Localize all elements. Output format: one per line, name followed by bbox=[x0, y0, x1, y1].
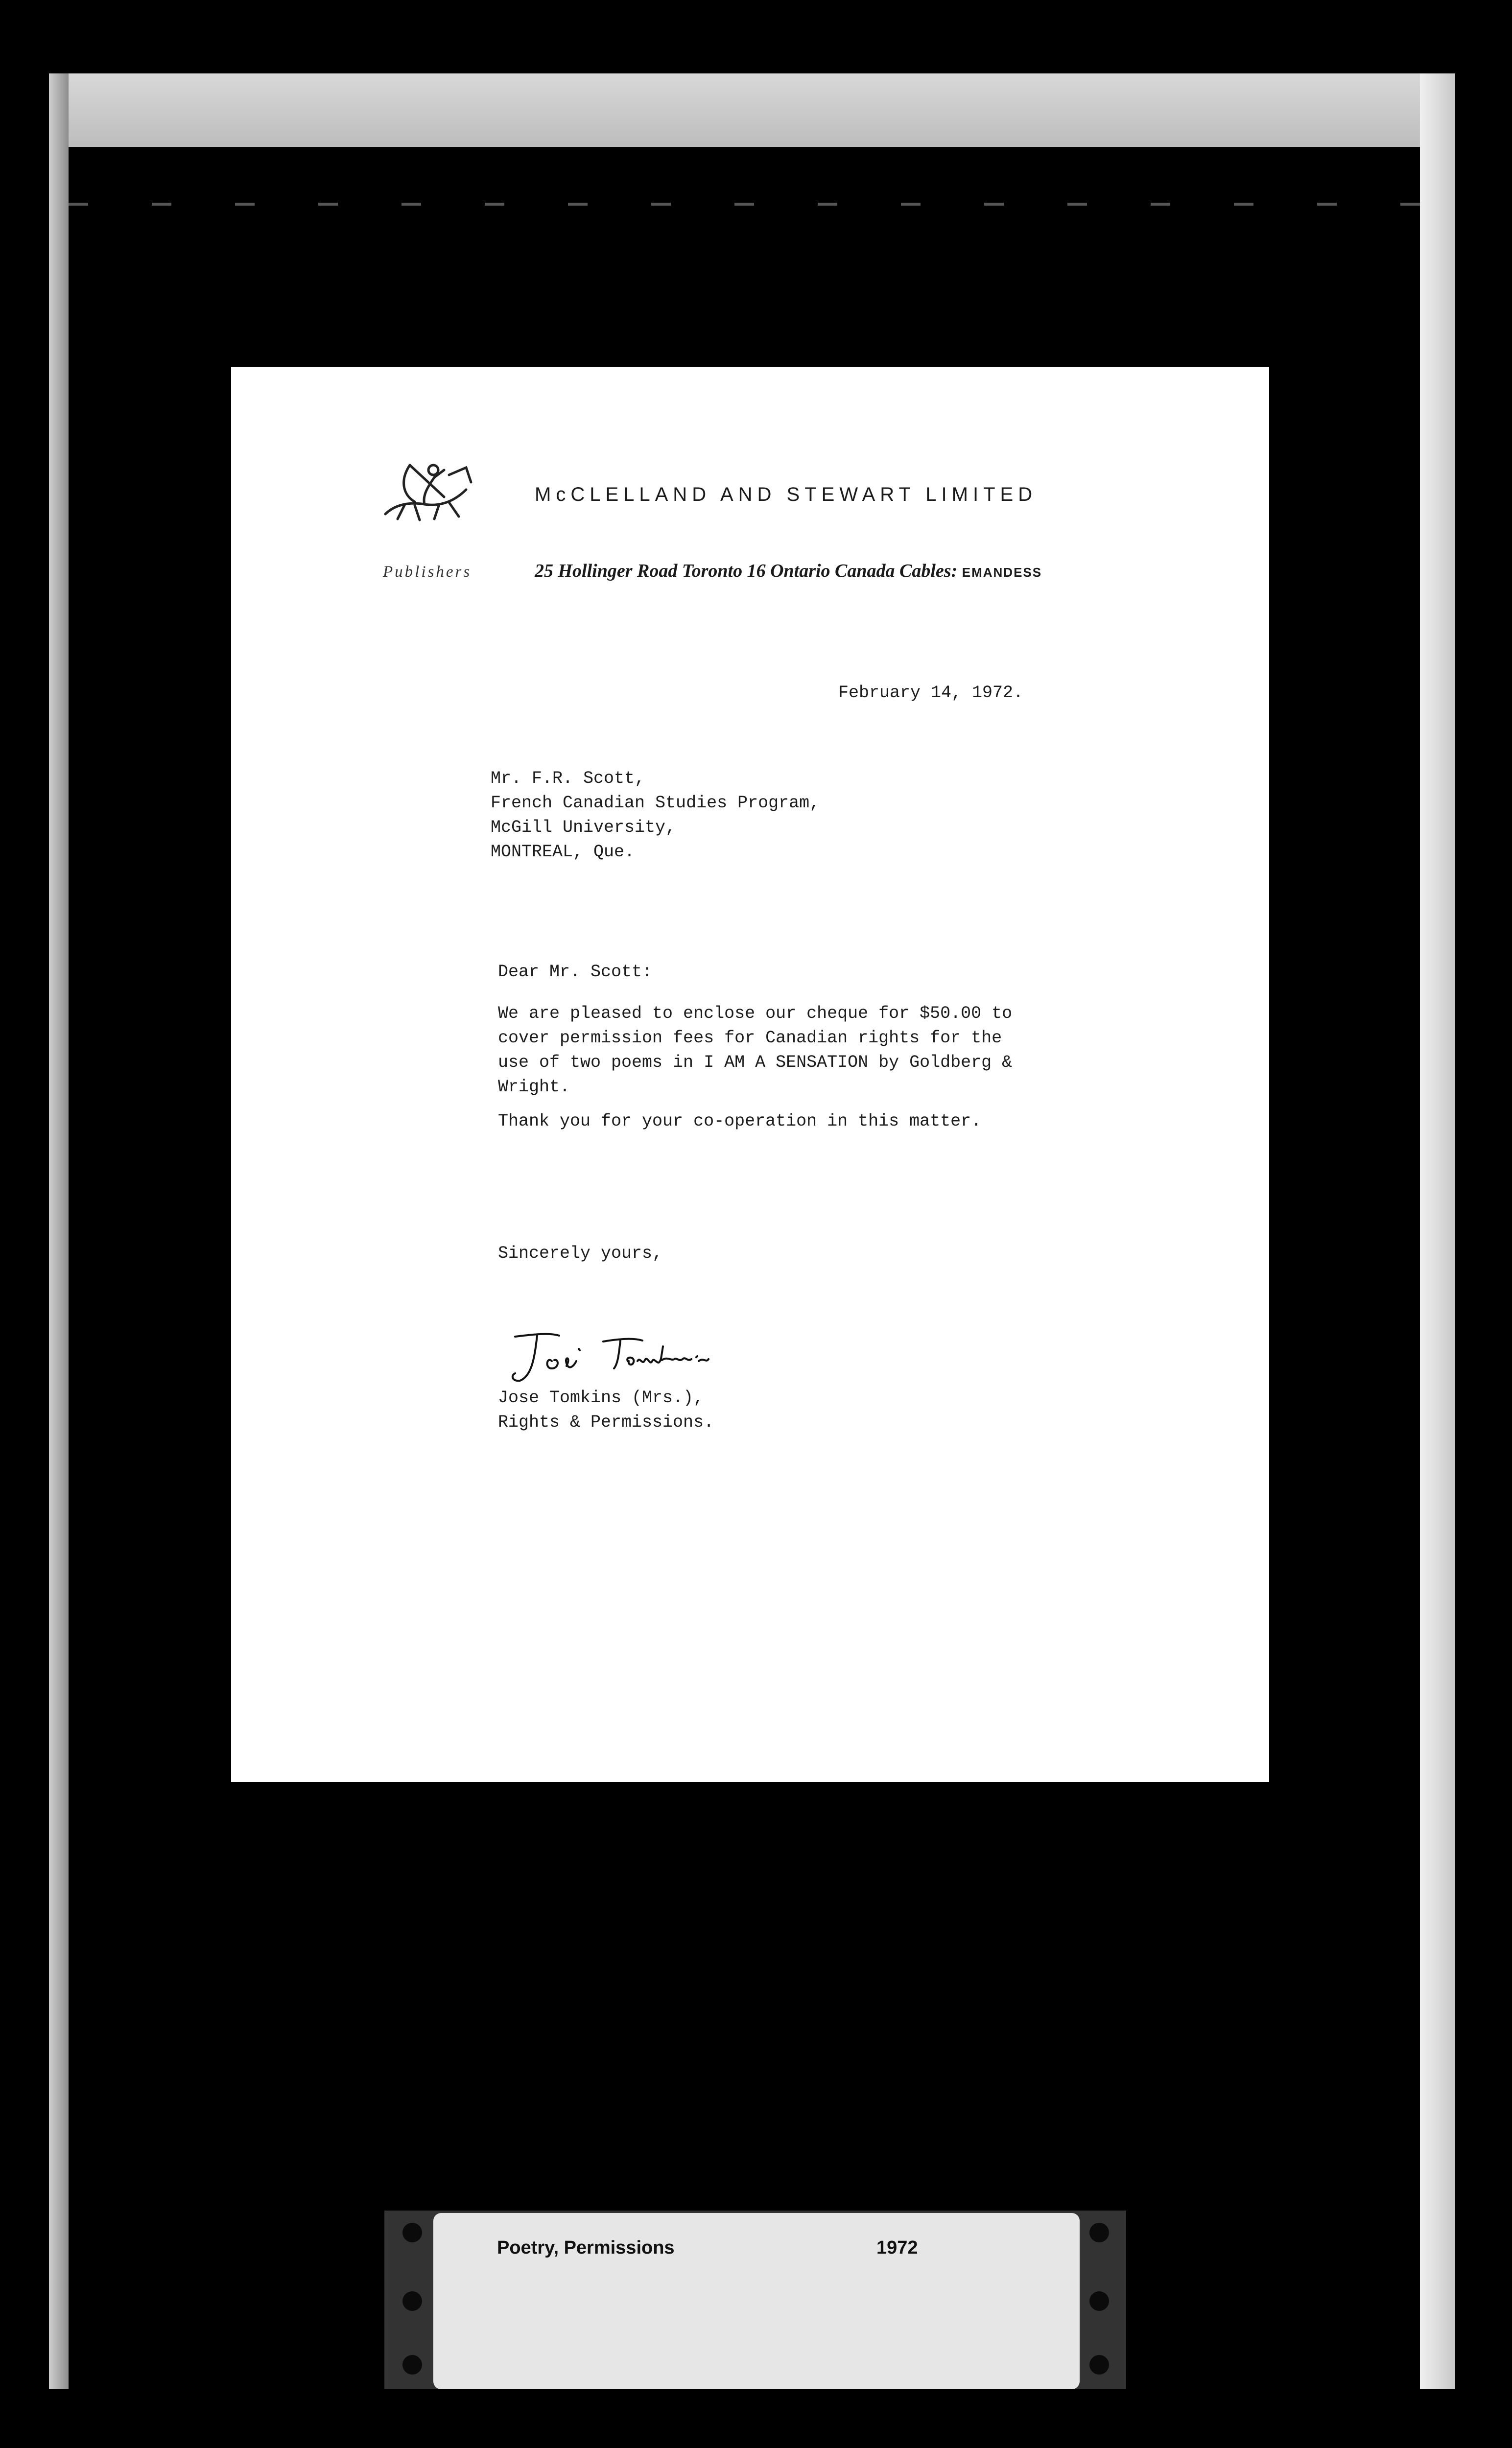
company-address bbox=[535, 560, 1042, 582]
label-title: Poetry, Permissions bbox=[497, 2237, 675, 2258]
letter-page bbox=[231, 367, 1269, 1782]
addressee-block: Mr. F.R. Scott, French Canadian Studies Program, McGill University, MONTREAL, Que. bbox=[491, 769, 820, 862]
handwritten-signature bbox=[505, 1327, 721, 1390]
film-border-right bbox=[1420, 73, 1455, 2389]
closing: Sincerely yours, bbox=[498, 1244, 663, 1263]
letter-date: February 14, 1972. bbox=[838, 683, 1024, 703]
company-name: McCLELLAND AND STEWART LIMITED bbox=[535, 484, 1038, 505]
cables-code: EMANDESS bbox=[962, 565, 1042, 580]
film-border-left bbox=[49, 73, 69, 2389]
letter-body: We are pleased to enclose our cheque for $50.00 to cover permission fees for Canadian rights for the use of two poems in I AM A SENSATION by Goldberg & Wright. bbox=[498, 1004, 1013, 1097]
punch-hole bbox=[1089, 2291, 1109, 2311]
archer-horse-logo-icon bbox=[376, 455, 478, 524]
film-border-top bbox=[49, 73, 1420, 147]
salutation: Dear Mr. Scott: bbox=[498, 962, 653, 982]
punch-hole bbox=[1089, 2355, 1109, 2375]
punch-hole bbox=[402, 2355, 422, 2375]
thanks-line: Thank you for your co-operation in this matter. bbox=[498, 1111, 982, 1131]
film-scratch-marks bbox=[69, 203, 1420, 206]
punch-hole bbox=[1089, 2223, 1109, 2242]
punch-hole bbox=[402, 2223, 422, 2242]
publishers-label: Publishers bbox=[383, 563, 472, 581]
punch-hole bbox=[402, 2291, 422, 2311]
label-year: 1972 bbox=[876, 2237, 918, 2258]
signer-block: Jose Tomkins (Mrs.), Rights & Permissions. bbox=[498, 1388, 714, 1432]
address-text: 25 Hollinger Road Toronto 16 Ontario Canada Cables: bbox=[535, 561, 958, 581]
